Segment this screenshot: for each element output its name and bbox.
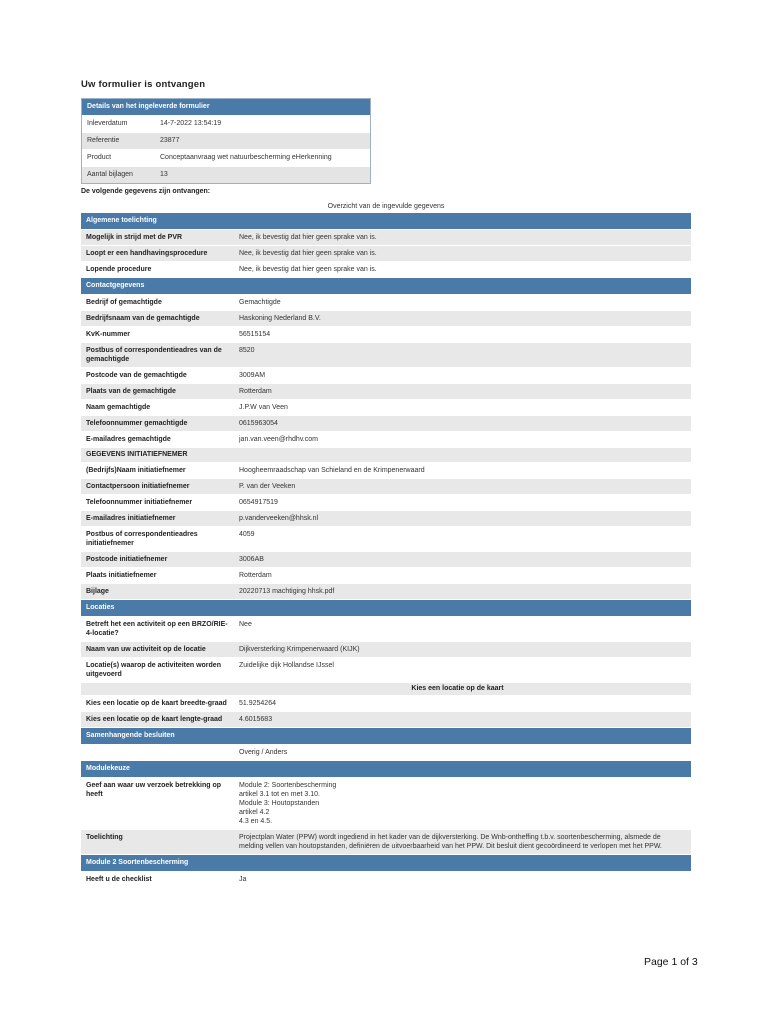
table-row [81,479,691,495]
field-value: Zuidelijke dijk Hollandse IJssel [239,662,334,669]
module-line: artikel 4.2 [239,809,270,816]
field-label: Naam van uw activiteit op de locatie [86,646,206,653]
field-value: Nee [239,621,252,628]
table-row [81,495,691,511]
field-label: KvK-nummer [86,331,130,338]
details-row [82,132,370,149]
details-label: Aantal bijlagen [87,171,133,178]
field-label: Locatie(s) waarop de activiteiten worden uitgevoerd [86,662,221,678]
form-overview-table [81,213,691,888]
section-header-module: Modulekeuze [81,761,691,778]
field-label: Toelichting [86,834,123,841]
table-row [81,432,691,448]
field-value: P. van der Veeken [239,483,296,490]
details-row [82,115,370,132]
field-label: Plaats initiatiefnemer [86,572,157,579]
field-value: jan.van.veen@rhdhv.com [239,436,318,443]
page-number: Page 1 of 3 [644,956,698,968]
received-intro: De volgende gegevens zijn ontvangen: [81,188,211,195]
module-line: Module 2: Soortenbescherming [239,782,337,789]
field-label: Postcode initiatiefnemer [86,556,168,563]
table-row [81,527,691,552]
field-value: 56515154 [239,331,271,338]
table-row [81,778,691,830]
field-label: E-mailadres initiatiefnemer [86,515,176,522]
table-row [81,696,691,712]
field-value: Rotterdam [239,388,272,395]
table-row [81,311,691,327]
table-row [81,416,691,432]
field-label: Bijlage [86,588,109,595]
field-value: J.P.W van Veen [239,404,288,411]
field-value: Gemachtigde [239,299,281,306]
field-value [233,778,691,829]
attachment-link[interactable]: 20220713 machtiging hhsk.pdf [239,588,335,595]
table-row [81,745,691,761]
field-label: Bedrijfsnaam van de gemachtigde [86,315,200,322]
field-value: Hoogheemraadschap van Schieland en de Krimpenerwaard [239,467,425,474]
details-value: Conceptaanvraag wet natuurbescherming eHerkenning [160,154,332,161]
field-value: 0654917519 [239,499,278,506]
table-row [81,246,691,262]
field-value: p.vanderveeken@hhsk.nl [239,515,319,522]
table-row [81,584,691,600]
field-label: Bedrijf of gemachtigde [86,299,162,306]
field-label: Postbus of correspondentieadres van de gemachtigde [86,347,222,363]
field-label: Contactpersoon initiatiefnemer [86,483,190,490]
field-label: Heeft u de checklist [86,876,152,883]
table-row [81,327,691,343]
field-label: Betreft het een activiteit op een BRZO/RIE-4-locatie? [86,621,228,637]
subsection-initiatiefnemer: GEGEVENS INITIATIEFNEMER [81,448,691,463]
table-row [81,343,691,368]
details-row [82,166,370,183]
field-value: Nee, ik bevestig dat hier geen sprake van is. [239,266,377,273]
field-value: Overig / Anders [239,749,288,756]
field-label: Telefoonnummer initiatiefnemer [86,499,193,506]
field-label: Kies een locatie op de kaart breedte-graad [86,700,227,707]
field-value: 8520 [239,347,255,354]
section-header-contact: Contactgegevens [81,278,691,295]
details-value: 23877 [160,137,180,144]
field-label: Lopende procedure [86,266,152,273]
field-label: Kies een locatie op de kaart lengte-graad [86,716,223,723]
table-row [81,230,691,246]
details-value: 13 [160,171,168,178]
module-line: artikel 3.1 tot en met 3.10. [239,791,320,798]
field-value: Nee, ik bevestig dat hier geen sprake van is. [239,234,377,241]
field-value: Dijkversterking Krimpenerwaard (KIJK) [239,646,360,653]
table-row [81,617,691,642]
table-row [81,400,691,416]
table-row [81,262,691,278]
field-value: Haskoning Nederland B.V. [239,315,321,322]
details-header: Details van het ingeleverde formulier [82,99,370,115]
section-header-locaties: Locaties [81,600,691,617]
table-row [81,552,691,568]
field-value: 4059 [239,531,255,538]
module-line: Module 3: Houtopstanden [239,800,320,807]
page-title: Uw formulier is ontvangen [81,79,206,90]
field-label: Naam gemachtigde [86,404,151,411]
table-row [81,384,691,400]
field-label: E-mailadres gemachtigde [86,436,171,443]
field-value: 3006AB [239,556,264,563]
overview-caption: Overzicht van de ingevulde gegevens [327,203,445,210]
section-header-samenhang: Samenhangende besluiten [81,728,691,745]
section-header-module2: Module 2 Soortenbescherming [81,855,691,872]
table-row [81,830,691,855]
map-subheader: Kies een locatie op de kaart [81,683,691,696]
submission-details-table [81,98,371,184]
field-value: 4.6015683 [239,716,273,723]
field-label [81,745,233,760]
field-label: Mogelijk in strijd met de PVR [86,234,183,241]
table-row [81,368,691,384]
field-label: Plaats van de gemachtigde [86,388,176,395]
details-value: 14-7-2022 13:54:19 [160,120,222,127]
field-value: 51.9254264 [239,700,276,707]
field-value: Ja [239,876,247,883]
field-label: Geef aan waar uw verzoek betrekking op heeft [86,782,221,798]
table-row [81,642,691,658]
table-row [81,511,691,527]
details-row [82,149,370,166]
field-value: Projectplan Water (PPW) wordt ingediend in het kader van de dijkversterking. De Wnb-ontheffing t.b.v. soortenbescherming, alsmede de melding vellen van houtopstanden, definiëren de uitvoerbaarheid van het PPW. Dit besluit dient gecoördineerd te verlopen met het PPW. [239,834,662,850]
details-label: Inleverdatum [87,120,128,127]
field-value: Rotterdam [239,572,272,579]
section-header-algemeen: Algemene toelichting [81,213,691,230]
table-row [81,872,691,888]
details-label: Product [87,154,112,161]
field-label: (Bedrijfs)Naam initiatiefnemer [86,467,186,474]
field-label: Loopt er een handhavingsprocedure [86,250,208,257]
table-row [81,658,691,683]
details-label: Referentie [87,137,120,144]
field-value: 0615963054 [239,420,278,427]
table-row [81,295,691,311]
field-value: Nee, ik bevestig dat hier geen sprake van is. [239,250,377,257]
table-row [81,568,691,584]
field-value: 3009AM [239,372,266,379]
table-row [81,712,691,728]
table-row [81,463,691,479]
field-label: Postcode van de gemachtigde [86,372,187,379]
module-line: 4.3 en 4.5. [239,818,273,825]
field-label: Postbus of correspondentieadres initiatiefnemer [86,531,198,547]
field-label: Telefoonnummer gemachtigde [86,420,188,427]
